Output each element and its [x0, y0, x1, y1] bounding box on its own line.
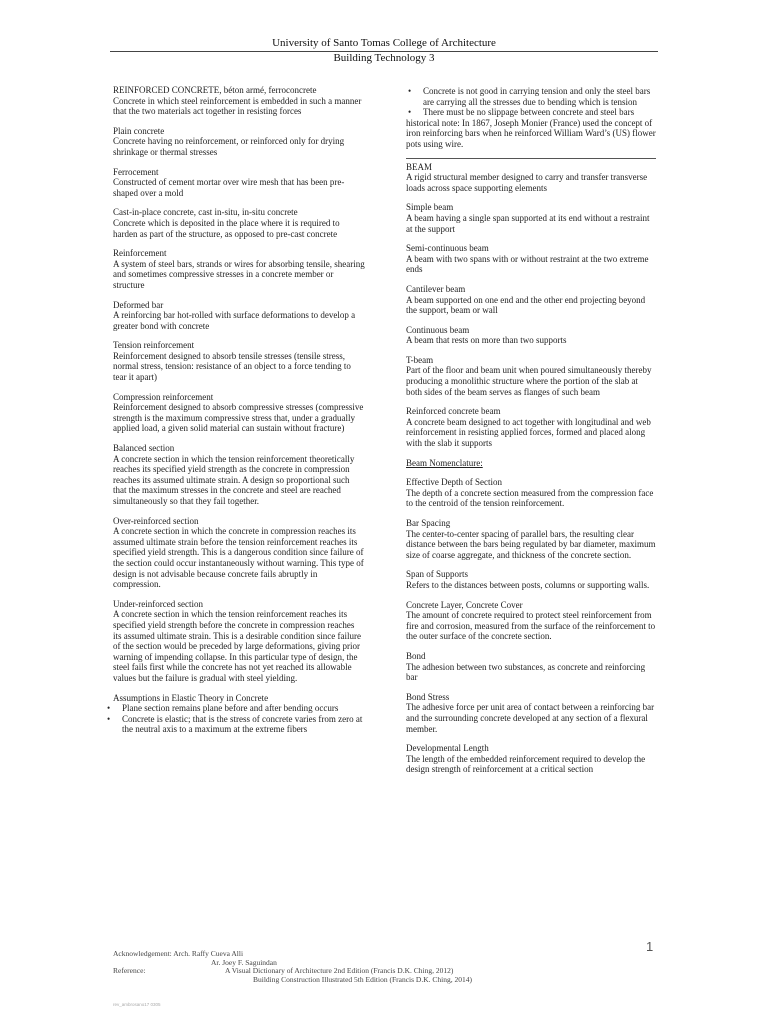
glossary-entry [406, 325, 656, 346]
entry-definition: Reinforcement designed to absorb tensile stresses (tensile stress, normal stress, tension: resistance of an object to a force tending to tear it apart) [113, 350, 351, 383]
glossary-entry [406, 406, 656, 448]
entry-term: Span of Supports [406, 569, 469, 580]
glossary-entry [406, 692, 656, 734]
historical-note: historical note: In 1867, Joseph Monier (France) used the concept of iron reinforcing bars when he reinforced William Ward’s (US) flower pots using wire. [406, 117, 656, 149]
entry-definition: The depth of a concrete section measured from the compression face to the centroid of the tension reinforcement. [406, 487, 654, 509]
glossary-entry [406, 569, 656, 590]
entry-definition: Concrete which is deposited in the place where it is required to harden as part of the structure, as opposed to pre-cast concrete [113, 217, 340, 239]
entry-term: Tension reinforcement [113, 340, 195, 351]
entry-term: Effective Depth of Section [406, 477, 503, 488]
entry-definition: The center-to-center spacing of parallel bars, the resulting clear distance between the bars being regulated by bar diameter, maximum size of coarse aggregate, and thickness of the concrete section. [406, 528, 656, 560]
entry-definition: The adhesive force per unit area of contact between a reinforcing bar and the surrounding concrete developed at any section of a flexural member. [406, 702, 655, 734]
glossary-entry [113, 392, 365, 434]
entry-term: Cantilever beam [406, 283, 466, 294]
glossary-entry [113, 126, 365, 158]
entry-term: Reinforcement [113, 248, 167, 259]
entry-definition: Reinforcement designed to absorb compressive stresses (compressive strength is the maximum compressive stress that, under a gradually applied load, a given solid material can sustain without fracture) [113, 402, 364, 434]
entry-term: Over-reinforced section [113, 515, 199, 526]
reference-label: Reference: [113, 966, 146, 976]
entry-term: Developmental Length [406, 743, 489, 754]
glossary-entry [406, 477, 656, 509]
entry-term: Bar Spacing [406, 518, 451, 528]
revision-code: rev_ambrosano17 0305 [113, 1002, 161, 1007]
entry-term: Compression reinforcement [113, 391, 214, 402]
glossary-entry [406, 518, 656, 560]
entry-term: Balanced section [113, 443, 175, 454]
entry-term: Cast-in-place concrete, cast in-situ, in-situ concrete [113, 207, 298, 218]
entry-term: BEAM [406, 161, 433, 172]
entry-definition: A concrete beam designed to act together with longitudinal and web reinforcement in resisting applied forces, formed and placed along with the slab it supports [406, 416, 651, 449]
left-column [113, 85, 365, 735]
list-item: • There must be no slippage between concrete and steel bars [406, 107, 656, 118]
entry-term: Bond [406, 650, 426, 661]
section-divider [406, 158, 656, 159]
entry-definition: A reinforcing bar hot-rolled with surface deformations to develop a greater bond with concrete [113, 310, 356, 331]
entry-term: Semi-continuous beam [406, 243, 489, 254]
entry-definition: Constructed of cement mortar over wire mesh that has been pre-shaped over a mold [113, 177, 345, 198]
entry-definition: Concrete in which steel reinforcement is embedded in such a manner that the two materials act together in resisting forces [113, 95, 362, 117]
entry-term: Deformed bar [113, 299, 164, 310]
entry-definition: Part of the floor and beam unit when poured simultaneously thereby producing a monolithic structure where the portion of the slab at both sides of the beam serves as flanges of such beam [406, 365, 652, 397]
entry-term: T-beam [406, 354, 434, 365]
entry-definition: The adhesion between two substances, as concrete and reinforcing bar [406, 661, 646, 683]
nomenclature-heading: Beam Nomenclature: [406, 457, 483, 468]
assumptions-list [113, 703, 365, 735]
entry-term: Reinforced concrete beam [406, 406, 501, 417]
assumptions-continued-list [406, 86, 656, 118]
university-title: University of Santo Tomas College of Architecture [272, 37, 496, 49]
entry-definition: A beam having a single span supported at its end without a restraint at the support [406, 212, 650, 234]
glossary-entry [113, 167, 365, 199]
glossary-entry [406, 651, 656, 683]
glossary-entry [406, 355, 656, 397]
glossary-entry [113, 300, 365, 332]
glossary-entry [113, 443, 365, 507]
glossary-entry [113, 207, 365, 239]
glossary-entry [406, 600, 656, 642]
entry-term: Simple beam [406, 202, 454, 213]
assumptions-title: Assumptions in Elastic Theory in Concrete [113, 692, 269, 703]
entry-definition: A concrete section in which the tension reinforcement theoretically reaches its specified yield strength as the concrete in compression reaches its assumed ultimate strain. A design so proportional such that the maximum stresses in the concrete and steel are reached simultaneously so that they fail together. [113, 453, 355, 506]
entry-definition: A beam that rests on more than two supports [406, 335, 567, 346]
entry-definition: The amount of concrete required to protect steel reinforcement from fire and corrosion, measured from the surface of the reinforcement to the outer surface of the concrete section. [406, 610, 656, 642]
entry-term: Plain concrete [113, 125, 165, 136]
reference-2: Building Construction Illustrated 5th Edition (Francis D.K. Ching, 2014) [253, 974, 472, 984]
entry-term: REINFORCED CONCRETE, béton armé, ferroconcrete [113, 85, 317, 95]
glossary-entry [113, 85, 365, 117]
glossary-entry [406, 243, 656, 275]
glossary-entry [113, 516, 365, 590]
entry-term: Bond Stress [406, 691, 450, 702]
entry-term: Under-reinforced section [113, 598, 204, 609]
entry-term: Concrete Layer, Concrete Cover [406, 599, 523, 610]
entry-definition: A beam supported on one end and the other end projecting beyond the support, beam or wall [406, 294, 646, 316]
list-item: • Concrete is not good in carrying tension and only the steel bars are carrying all the stresses due to bending which is tension [406, 86, 656, 107]
entry-definition: Concrete having no reinforcement, or reinforced only for drying shrinkage or thermal stresses [113, 136, 345, 157]
assumptions-section [113, 693, 365, 735]
glossary-entry [406, 162, 656, 194]
glossary-entry [406, 743, 656, 775]
page-number: 1 [646, 939, 654, 954]
glossary-entry [406, 202, 656, 234]
entry-definition: A concrete section in which the tension reinforcement reaches its specified yield strength before the concrete in compression reaches its assumed ultimate strain. This is a desirable condition since failure of the section would be preceded by large deformations, giving prior warning of impending collapse. In this particular type of design, the steel fails first while the concrete has not yet reached its allowable values but the failure is gradual with steel yielding. [113, 609, 362, 683]
page-footer [113, 950, 663, 984]
course-title: Building Technology 3 [110, 51, 658, 65]
entry-term: Ferrocement [113, 166, 159, 177]
entry-term: Continuous beam [406, 324, 470, 335]
entry-definition: The length of the embedded reinforcement required to develop the design strength of reinforcement at a critical section [406, 753, 646, 775]
nomenclature-heading-block [406, 458, 656, 469]
acknowledgement-line: Acknowledgement: Arch. Raffy Cueva Alli [113, 949, 244, 958]
glossary-entry [113, 599, 365, 684]
right-column [406, 86, 656, 784]
acknowledgement-second-name: Ar. Joey F. Saguindan [211, 957, 277, 967]
entry-definition: A beam with two spans with or without restraint at the two extreme ends [406, 253, 649, 275]
glossary-entry [113, 340, 365, 382]
glossary-entry [113, 248, 365, 290]
page-header [110, 37, 658, 65]
list-item: • Plane section remains plane before and after bending occurs [105, 703, 365, 714]
list-item: • Concrete is elastic; that is the stress of concrete varies from zero at the neutral axis to a maximum at the extreme fibers [105, 714, 365, 735]
entry-definition: A rigid structural member designed to carry and transfer transverse loads across space supporting elements [406, 172, 648, 193]
glossary-entry [406, 284, 656, 316]
reference-1: A Visual Dictionary of Architecture 2nd Edition (Francis D.K. Ching, 2012) [225, 966, 454, 976]
entry-definition: A concrete section in which the concrete in compression reaches its assumed ultimate strain before the tension reinforcement reaches its specified yield strength. This is a dangerous condition since failure of the section could occur instantaneously without warning. This type of design is not advisable because concrete fails abruptly in compression. [113, 526, 364, 590]
entry-definition: A system of steel bars, strands or wires for absorbing tensile, shearing and sometimes compressive stresses in a concrete member or structure [113, 258, 365, 290]
entry-definition: Refers to the distances between posts, columns or supporting walls. [406, 579, 650, 590]
